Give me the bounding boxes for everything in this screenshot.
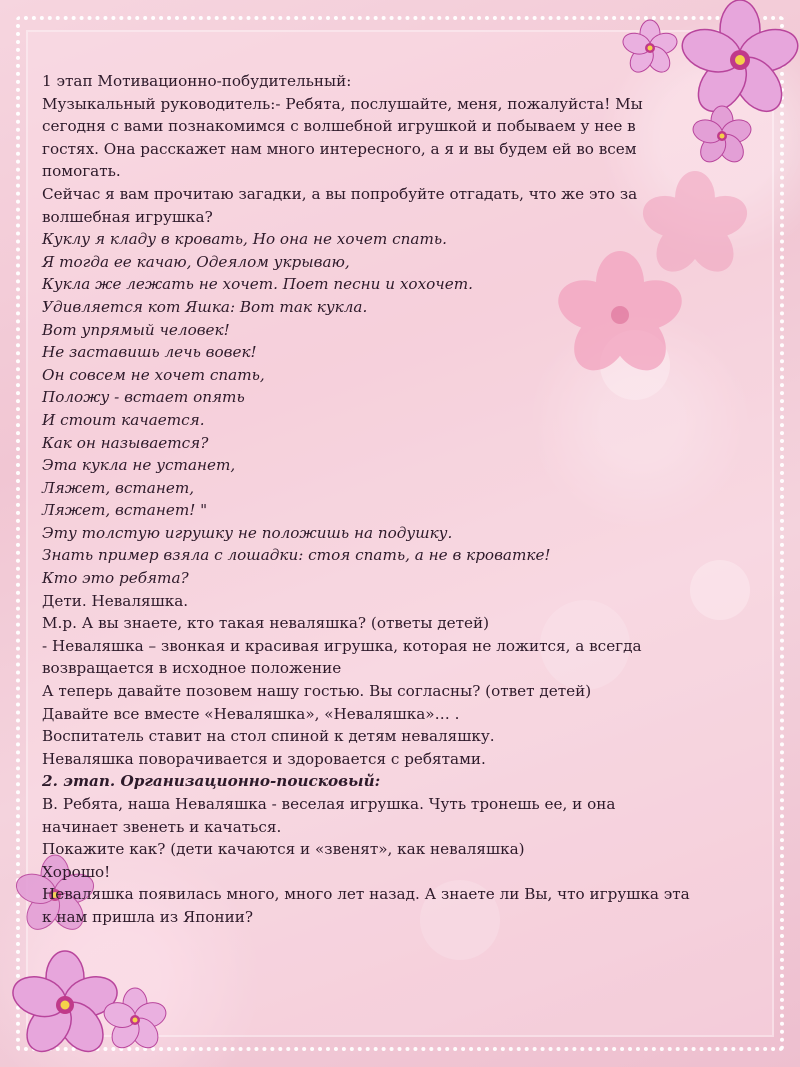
text-line: Удивляется кот Яшка: Вот так кукла.: [42, 297, 368, 316]
text-line: В. Ребята, наша Неваляшка - веселая игрушка. Чуть тронешь ее, и она: [42, 795, 616, 813]
text-line: Кукла же лежать не хочет. Поет песни и хохочет.: [42, 275, 473, 294]
text-line: Покажите как? (дети качаются и «звенят», как неваляшка): [42, 840, 525, 859]
text-line: волшебная игрушка?: [42, 207, 213, 226]
flower-icon: [100, 985, 170, 1055]
text-line: Вот упрямый человек!: [42, 320, 230, 339]
text-line: Музыкальный руководитель:- Ребята, послушайте, меня, пожалуйста! Мы: [42, 94, 643, 113]
document-text: [42, 70, 712, 929]
text-line: Как он называется?: [42, 433, 209, 452]
text-line: Я тогда ее качаю, Одеялом укрываю,: [42, 252, 350, 271]
text-line: - Неваляшка – звонкая и красивая игрушка, которая не ложится, а всегда: [42, 636, 642, 655]
text-line: Кто это ребята?: [42, 569, 189, 588]
text-line: Куклу я кладу в кровать, Но она не хочет спать.: [42, 230, 447, 249]
text-line: Положу - встает опять: [42, 388, 245, 407]
text-line: Знать пример взяла с лошадки: стоя спать, а не в кроватке!: [42, 546, 551, 565]
flower-icon: [620, 18, 680, 78]
text-line: Сейчас я вам прочитаю загадки, а вы попробуйте отгадать, что же это за: [42, 184, 638, 203]
text-line: М.р. А вы знаете, кто такая неваляшка? (ответы детей): [42, 614, 490, 633]
text-line: 2. этап. Организационно-поисковый:: [42, 772, 381, 791]
text-line: начинает звенеть и качаться.: [42, 817, 282, 836]
text-line: Неваляшка появилась много, много лет назад. А знаете ли Вы, что игрушка эта: [42, 885, 690, 904]
text-line: Давайте все вместе «Неваляшка», «Неваляшка»… .: [42, 704, 460, 723]
text-line: Ляжет, встанет,: [42, 478, 195, 497]
text-line: Неваляшка поворачивается и здоровается с ребятами.: [42, 749, 486, 768]
text-line: Не заставишь лечь вовек!: [42, 343, 257, 362]
text-line: Эту толстую игрушку не положишь на подушку.: [42, 523, 453, 542]
text-line: к нам пришла из Японии?: [42, 907, 254, 926]
text-line: Эта кукла не устанет,: [42, 456, 236, 475]
text-line: А теперь давайте позовем нашу гостью. Вы согласны? (ответ детей): [42, 682, 592, 701]
text-line: сегодня с вами познакомимся с волшебной игрушкой и побываем у нее в: [42, 117, 636, 136]
text-line: Он совсем не хочет спать,: [42, 365, 265, 384]
text-line: Дети. Неваляшка.: [42, 591, 189, 610]
text-line: Ляжет, встанет! ": [42, 501, 208, 520]
text-line: возвращается в исходное положение: [42, 659, 342, 678]
text-line: Воспитатель ставит на стол спиной к детям неваляшку.: [42, 727, 495, 746]
text-line: И стоит качается.: [42, 410, 205, 429]
text-line: 1 этап Мотивационно-побудительный:: [42, 72, 352, 90]
text-line: помогать.: [42, 162, 121, 181]
text-line: гостях. Она расскажет нам много интересного, а я и вы будем ей во всем: [42, 139, 637, 158]
text-line: Хорошо!: [42, 862, 111, 881]
